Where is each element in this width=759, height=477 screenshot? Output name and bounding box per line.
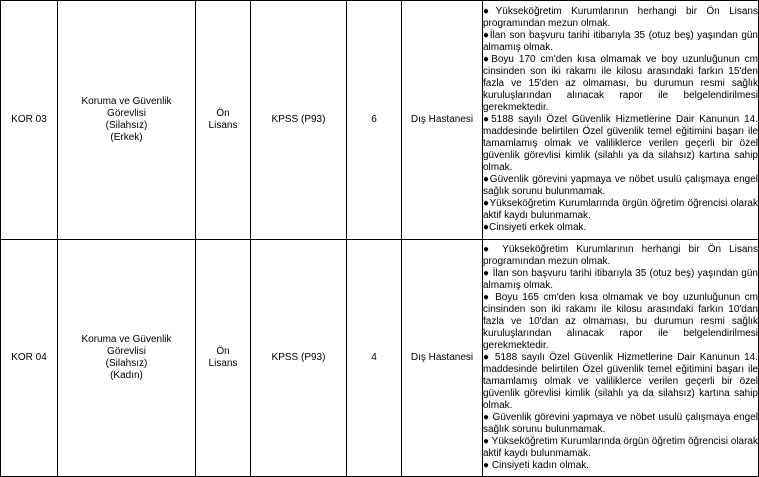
requirement-item: ●Güvenlik görevini yapmaya ve nöbet usulü çalışmaya engel sağlık sorunu bulunmamak. bbox=[483, 173, 758, 197]
position-title-line: (Kadın) bbox=[110, 369, 143, 381]
requirement-item: ●Boyu 170 cm'den kısa olmamak ve boy uzunluğunun cm cinsinden son iki rakamı ile kilosu arasındaki farkın 15'den fazla ve 15'den az olmaması, bu durumun resmi sağlık kuruluşlarından alınacak rapor ile belgelendirilmesi gerekmektedir. bbox=[483, 53, 758, 113]
education-level bbox=[196, 239, 251, 477]
requirement-item: ●Cinsiyeti erkek olmak. bbox=[483, 221, 587, 233]
requirement-item: ● Yükseköğretim Kurumlarının herhangi bir Ön Lisans programından mezun olmak. bbox=[483, 243, 758, 267]
position-count: 6 bbox=[347, 1, 402, 240]
position-count: 4 bbox=[347, 239, 402, 477]
requirement-item: ●İlan son başvuru tarihi itibarıyla 35 (otuz beş) yaşından gün almamış olmak. bbox=[483, 29, 758, 53]
education-line: Ön bbox=[216, 107, 230, 119]
requirements-list bbox=[483, 1, 759, 240]
requirement-item: ●Yükseköğretim Kurumlarında örgün öğretim öğrencisi olarak aktif kaydı bulunmamak. bbox=[483, 197, 758, 221]
position-title-line: Görevlisi bbox=[107, 345, 146, 357]
requirement-item: ● 5188 sayılı Özel Güvenlik Hizmetlerine Dair Kanunun 14. maddesinde belirtilen Özel güvenlik temel eğitimini başarı ile tamamlamış olmak ve valiliklerce verilen geçerli bir özel güvenlik görevlisi kimlik (silahlı ya da silahsız) kartına sahip olmak. bbox=[483, 351, 758, 411]
position-title-line: Koruma ve Güvenlik bbox=[81, 95, 172, 107]
requirement-item: ● Güvenlik görevini yapmaya ve nöbet usulü çalışmaya engel sağlık sorunu bulunmamak. bbox=[483, 411, 758, 435]
table-row bbox=[1, 239, 759, 477]
position-title-line: Koruma ve Güvenlik bbox=[81, 333, 172, 345]
position-title-line: (Silahsız) bbox=[105, 119, 148, 131]
education-line: Lisans bbox=[208, 357, 238, 369]
requirement-item: ● Yükseköğretim Kurumlarında örgün öğretim öğrencisi olarak aktif kaydı bulunmamak. bbox=[483, 435, 758, 459]
position-title-line: (Erkek) bbox=[110, 131, 143, 143]
requirement-item: ● İlan son başvuru tarihi itibarıyla 35 (otuz beş) yaşından gün almamış olmak. bbox=[483, 267, 758, 291]
work-place: Dış Hastanesi bbox=[402, 239, 483, 477]
requirement-item: ● Cinsiyeti kadın olmak. bbox=[483, 459, 590, 471]
kpss-score-type: KPSS (P93) bbox=[251, 1, 347, 240]
requirement-item: ●5188 sayılı Özel Güvenlik Hizmetlerine Dair Kanunun 14. maddesinde belirtilen Özel güvenlik temel eğitimini başarı ile tamamlamış olmak ve valiliklerce verilen geçerli bir özel güvenlik görevlisi kimlik (silahlı ya da silahsız) kartına sahip olmak. bbox=[483, 113, 758, 173]
requirement-item: ● Boyu 165 cm'den kısa olmamak ve boy uzunluğunun cm cinsinden son iki rakamı ile kilosu arasındaki farkın 10'dan fazla ve 10'dan az olmaması, bu durumun resmi sağlık kuruluşlarından alınacak rapor ile belgelendirilmesi gerekmektedir. bbox=[483, 291, 758, 351]
position-title bbox=[58, 1, 196, 240]
work-place: Dış Hastanesi bbox=[402, 1, 483, 240]
position-title bbox=[58, 239, 196, 477]
requirements-list bbox=[483, 239, 759, 477]
education-line: Ön bbox=[216, 345, 230, 357]
education-level bbox=[196, 1, 251, 240]
education-line: Lisans bbox=[208, 119, 238, 131]
position-code: KOR 04 bbox=[1, 239, 58, 477]
requirement-item: ●Yükseköğretim Kurumlarının herhangi bir Ön Lisans programından mezun olmak. bbox=[483, 5, 758, 29]
kpss-score-type: KPSS (P93) bbox=[251, 239, 347, 477]
position-code: KOR 03 bbox=[1, 1, 58, 240]
position-title-line: (Silahsız) bbox=[105, 357, 148, 369]
table-row bbox=[1, 1, 759, 240]
position-title-line: Görevlisi bbox=[107, 107, 146, 119]
